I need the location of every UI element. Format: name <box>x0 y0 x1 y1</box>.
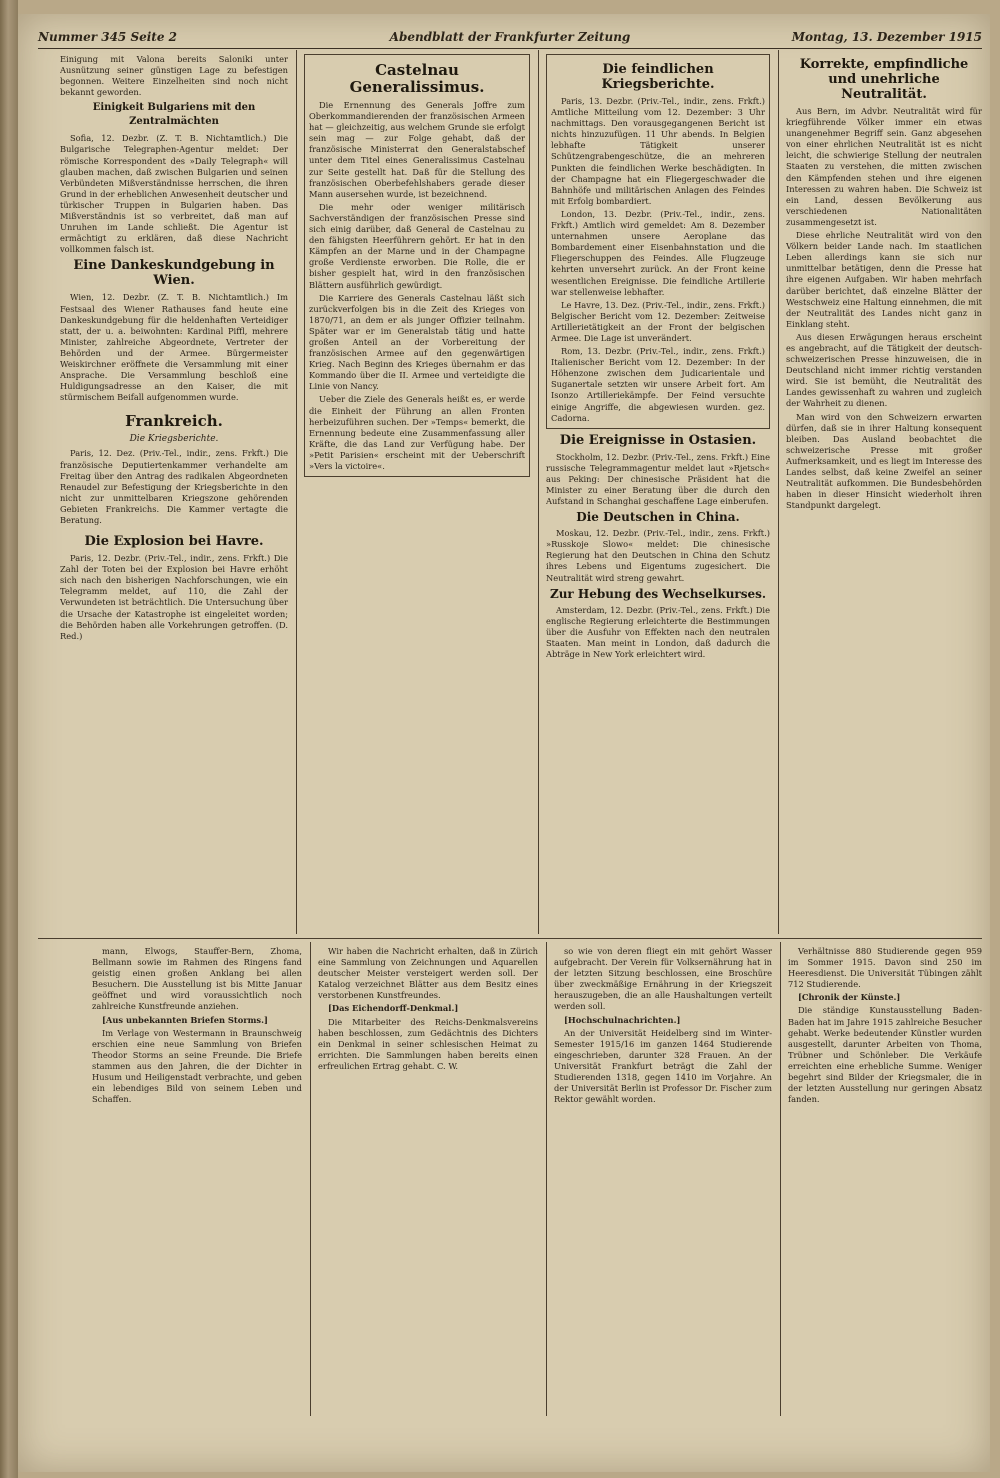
feuilleton-heading-university: [Hochschulnachrichten.] <box>564 1014 681 1025</box>
issue-number: Nummer 345 Seite 2 <box>38 30 178 44</box>
column-rule <box>778 50 779 934</box>
article-vienna: Wien, 12. Dezbr. (Z. T. B. Nichtamtlich.) Im Festsaal des Wiener Rathauses fand heute eine Dankeskundgebung für die heldenhaften Verteidiger statt, der u. a. beiwohnten: Kardinal Piffl, mehrere Minister, zahlreiche Abgeordnete, Vertreter der Behörden und der Armee. Bürgermeister Weiskirchner eröffnete die Versammlung mit einer Ansprache. Die Versammlung beschloß eine Huldigungsadresse an den Kaiser, die mit stürmischem Beifall aufgenommen wurde. <box>60 292 288 403</box>
heading-enemy-reports: Die feindlichen Kriegsberichte. <box>601 62 715 92</box>
feuilleton-text-storm: Im Verlage von Westermann in Braunschweig erschien eine neue Sammlung von Briefen Theodor Storms an seine Freunde. Die Briefe stammen aus den Jahren, die der Dichter in Husum und Heiligenstadt verbrachte, und geben ein lebendiges Bild von seinem Leben und Schaffen. <box>92 1027 302 1105</box>
article-germans-china: Moskau, 12. Dezbr. (Priv.-Tel., indir., zens. Frkft.) »Russkoje Slowo« meldet: Die chinesische Regierung hat den Deutschen in China den Schutz ihres Lebens und Eigentums zugesichert. Die Neutralität wird streng gewahrt. <box>546 528 770 583</box>
feuilleton-text-2: Wir haben die Nachricht erhalten, daß in Zürich eine Sammlung von Zeichnungen und Aquarellen deutscher Meister versteigert werden soll. Der Katalog verzeichnet Blätter aus dem Besitz eines verstorbenen Kunstfreundes. <box>318 946 538 1001</box>
feuilleton-rule <box>546 942 547 1416</box>
feuilleton-text-1: mann, Elwogs, Stauffer-Bern, Zhoma, Bellmann sowie im Rahmen des Ringens fand geistig einen großen Anklang bei allen Besuchern. Die Ausstellung ist bis Mitte Januar geöffnet und wird voraussichtlich noch zahlreiche Kunstfreunde anziehen. <box>92 946 302 1012</box>
neutrality-para-2: Diese ehrliche Neutralität wird von den Völkern beider Lande nach. Im staatlichen Leben allerdings kann sie sich nur unmittelbar betätigen, denn die Presse hat ihre eigenen Aufgaben. Wir haben mehrfach darüber berichtet, daß einzelne Blätter der Westschweiz eine Haltung einnehmen, die mit der Neutralität des Landes nicht ganz in Einklang steht. <box>786 230 982 329</box>
feuilleton-heading-denkmal: [Das Eichendorff-Denkmal.] <box>328 1003 459 1014</box>
castelnau-para-1: Die Ernennung des Generals Joffre zum Oberkommandierenden der französischen Armeen hat — gleichzeitig, aus welchem Grunde sie erfolgt sein mag — zur Folge gehabt, daß der französische Ministerrat den Generalstabschef unter dem Titel eines Generalissimus Castelnau zur Seite gestellt hat. Daß für die Stellung des französischen Oberbefehlshabers gerade dieser Mann ausersehen wurde, ist bezeichnend. <box>309 100 525 199</box>
column-4 <box>786 54 982 932</box>
feuilleton-heading-arts: [Chronik der Künste.] <box>798 992 901 1003</box>
column-3 <box>546 54 770 932</box>
heading-bulgaria: Einigkeit Bulgariens mit den Zentralmächten <box>92 102 256 128</box>
enemy-reports-box <box>546 54 770 429</box>
column-rule <box>538 50 539 934</box>
neutrality-para-1: Aus Bern, im Advbr. Neutralität wird für kriegführende Völker immer ein etwas unangenehmer Begriff sein. Ganz abgesehen von einer ehrlichen Neutralität ist es nicht leicht, die schwierige Stellung der neutralen Staaten zu verstehen, die mitten zwischen den Kämpfenden stehen und ihre eigenen Interessen zu wahren haben. Die Schweiz ist ein Land, dessen Bevölkerung aus verschiedenen Nationalitäten zusammengesetzt ist. <box>786 106 982 227</box>
intro-text: Einigung mit Valona bereits Saloniki unter Ausnützung seiner günstigen Lage zu befestigen begonnen. Weitere Einzelheiten sind noch nicht bekannt geworden. <box>60 54 288 98</box>
article-france: Paris, 12. Dez. (Priv.-Tel., indir., zens. Frkft.) Die französische Deputiertenkammer verhandelte am Freitag über den Antrag des radikalen Abgeordneten Renaudel zur Befestigung der Kriegsberichte in den nicht zur unmittelbaren Kriegszone gehörenden Gebieten Frankreichs. Die Kammer vertagte die Beratung. <box>60 448 288 525</box>
report-paris: Paris, 13. Dezbr. (Priv.-Tel., indir., zens. Frkft.) Amtliche Mitteilung vom 12. Dezember: 3 Uhr nachmittags. Den vorausgegangenen Bericht ist nichts hinzuzufügen. 11 Uhr abends. In Belgien lebhafte Tätigkeit unserer Schützengrabengeschütze, die an mehreren Punkten die feindlichen Werke beschädigten. In der Champagne hat ein Fliegergeschwader die Bahnhöfe und militärischen Anlagen des Feindes mit Erfolg bombardiert. <box>551 96 765 206</box>
heading-vienna: Eine Dankeskundgebung in Wien. <box>73 258 275 289</box>
column-2 <box>304 54 530 932</box>
subheading-war-reports: Die Kriegsberichte. <box>129 434 219 445</box>
castelnau-para-4: Ueber die Ziele des Generals heißt es, er werde die Einheit der Führung an allen Fronten herbeizuführen suchen. Der »Temps« bemerkt, die Ernennung bedeute eine Zusammenfassung aller Kräfte, die das Land zur Verfügung habe. Der »Petit Parisien« erscheint mit der Ueberschrift »Vers la victoire«. <box>309 394 525 471</box>
feuilleton-col-3 <box>554 946 772 1416</box>
article-east-asia: Stockholm, 12. Dezbr. (Priv.-Tel., zens. Frkft.) Eine russische Telegrammagentur meldet laut »Rjetsch« aus Peking: Der chinesische Präsident hat die Minister zu einer Beratung über die durch den Aufstand in Schanghai geschaffene Lage einberufen. <box>546 451 770 507</box>
book-spine <box>0 0 18 1478</box>
column-1 <box>60 54 288 918</box>
feuilleton-text-3: so wie von deren fliegt ein mit gehört Wasser aufgebracht. Der Verein für Volksernährung hat in der letzten Sitzung beschlossen, eine Broschüre über zweckmäßige Ernährung in der Kriegszeit herauszugeben, die an alle Haushaltungen verteilt werden soll. <box>554 946 772 1012</box>
neutrality-para-4: Man wird von den Schweizern erwarten dürfen, daß sie in ihrer Haltung konsequent bleiben. Das Ausland beobachtet die schweizerische Presse mit großer Aufmerksamkeit, und es liegt im Interesse des Landes selbst, daß keine Zweifel an seiner Neutralität aufkommen. Die Bundesbehörden haben in dieser Hinsicht wiederholt ihren Standpunkt dargelegt. <box>786 411 982 511</box>
castelnau-para-2: Die mehr oder weniger militärisch Sachverständigen der französischen Presse sind sich einig darüber, daß General de Castelnau zu den fähigsten Heerführern gehört. Er hat in den Kämpfen an der Marne und in der Champagne große Verdienste erworben. Die Rolle, die er bisher gespielt hat, wird in den französischen Blättern ausführlich gewürdigt. <box>309 201 525 290</box>
report-havre: Le Havre, 13. Dez. (Priv.-Tel., indir., zens. Frkft.) Belgischer Bericht vom 12. Dezember: Zeitweise Artillerietätigkeit an der Front der belgischen Armee. Die Lage ist unverändert. <box>551 299 765 343</box>
issue-date: Montag, 13. Dezember 1915 <box>791 30 982 44</box>
feuilleton-text-university: An der Universität Heidelberg sind im Winter-Semester 1915/16 im ganzen 1464 Studierende eingeschrieben, darunter 328 Frauen. An der Universität Frankfurt beträgt die Zahl der Studierenden 1318, gegen 1410 im Vorjahre. An der Universität Berlin ist Professor Dr. Fischer zum Rektor gewählt worden. <box>554 1027 772 1105</box>
feuilleton-text-arts: Die ständige Kunstausstellung Baden-Baden hat im Jahre 1915 zahlreiche Besucher gehabt. Werke bedeutender Künstler wurden ausgestellt, darunter Arbeiten von Thoma, Trübner und Schönleber. Die Verkäufe erreichten eine erhebliche Summe. Weniger begehrt sind Bilder der Kriegsmaler, die in der letzten Ausstellung nur geringen Absatz fanden. <box>788 1005 982 1105</box>
article-exchange: Amsterdam, 12. Dezbr. (Priv.-Tel., zens. Frkft.) Die englische Regierung erleichterte die Bestimmungen über die Ausfuhr von Effekten nach den neutralen Staaten. Man meint in London, daß dadurch die Abträge in New York erleichtert wird. <box>546 604 770 660</box>
heading-havre: Die Explosion bei Havre. <box>84 534 264 550</box>
heading-castelnau: Castelnau Generalissimus. <box>349 61 485 96</box>
heading-germans-china: Die Deutschen in China. <box>576 510 740 525</box>
masthead <box>38 30 982 50</box>
feuilleton-rule <box>310 942 311 1416</box>
masthead-rule <box>38 48 982 49</box>
heading-exchange: Zur Hebung des Wechselkurses. <box>549 586 767 601</box>
article-havre: Paris, 12. Dezbr. (Priv.-Tel., indir., zens. Frkft.) Die Zahl der Toten bei der Explosion bei Havre erhöht sich nach den bisherigen Nachforschungen, wie ein Telegramm meldet, auf 110, die Zahl der Verwundeten ist beträchtlich. Die Untersuchung über die Ursache der Katastrophe ist eingeleitet worden; die Behörden haben alle Vorkehrungen getroffen. (D. Red.) <box>60 553 288 641</box>
feuilleton-rule <box>38 938 982 939</box>
feuilleton-col-1 <box>92 946 302 1416</box>
column-rule <box>296 50 297 934</box>
feuilleton-text-denkmal: Die Mitarbeiter des Reichs-Denkmalsvereins haben beschlossen, zum Gedächtnis des Dichters ein Denkmal in seiner schlesischen Heimat zu errichten. Die Sammlungen haben bereits einen erfreulichen Ertrag gehabt. C. W. <box>318 1016 538 1071</box>
feuilleton-heading-storm: [Aus unbekannten Briefen Storms.] <box>102 1014 268 1025</box>
neutrality-para-3: Aus diesen Erwägungen heraus erscheint es angebracht, auf die Tätigkeit der deutsch-schweizerischen Presse hinzuweisen, die in Deutschland nicht immer richtig verstanden wird. Sie ist bemüht, die Neutralität des Landes gewissenhaft zu wahren und zugleich der Wahrheit zu dienen. <box>786 331 982 409</box>
report-london: London, 13. Dezbr. (Priv.-Tel., indir., zens. Frkft.) Amtlich wird gemeldet: Am 8. Dezember unternahmen unsere Aeroplane das Bombardement einer Eisenbahnstation und die Fliegerschuppen des Feindes. Alle Flugzeuge kehrten unversehrt zurück. An der Front keine wesentlichen Ereignisse. Die feindliche Artillerie war stellenweise lebhafter. <box>551 208 765 297</box>
feuilleton-col-4 <box>788 946 982 1416</box>
feuilleton-rule <box>780 942 781 1416</box>
report-rome: Rom, 13. Dezbr. (Priv.-Tel., indir., zens. Frkft.) Italienischer Bericht vom 12. Dezember: In der Höhenzone zwischen dem Judicarientale und Suganertale setzten wir unsere Arbeit fort. Am Isonzo Artilleriekämpfe. Der Feind versuchte einige Angriffe, die abgewiesen wurden. gez. Cadorna. <box>551 346 765 423</box>
heading-france: Frankreich. <box>125 412 223 431</box>
castelnau-para-3: Die Karriere des Generals Castelnau läßt sich zurückverfolgen bis in die Zeit des Krieges von 1870/71, an dem er als junger Offizier teilnahm. Später war er im Generalstab tätig und hatte großen Anteil an der Vorbereitung der französischen Armee auf den gegenwärtigen Krieg. Nach Beginn des Krieges übernahm er das Kommando über die II. Armee und verteidigte die Linie von Nancy. <box>309 292 525 392</box>
heading-east-asia: Die Ereignisse in Ostasien. <box>559 432 757 448</box>
heading-neutrality: Korrekte, empfindliche und unehrliche Neutralität. <box>799 57 969 102</box>
feuilleton-col-2 <box>318 946 538 1416</box>
castelnau-box <box>304 54 530 477</box>
feuilleton-text-4: Verhältnisse 880 Studierende gegen 959 im Sommer 1915. Davon sind 250 im Heeresdienst. Die Universität Tübingen zählt 712 Studierende. <box>788 946 982 990</box>
paper-title: Abendblatt der Frankfurter Zeitung <box>389 30 631 44</box>
article-bulgaria: Sofia, 12. Dezbr. (Z. T. B. Nichtamtlich.) Die Bulgarische Telegraphen-Agentur meldet: Der römische Korrespondent des »Daily Telegraph« will glauben machen, daß zwischen Bulgarien und seinen Verbündeten Mißverständnisse herrschen, die ihren Grund in der erheblichen Anwesenheit deutscher und türkischer Truppen in Bulgarien haben. Das Mißverständnis ist so verbreitet, daß man auf Unruhen im Lande schließt. Die Agentur ist ermächtigt zu erklären, daß diese Nachricht vollkommen falsch ist. <box>60 133 288 255</box>
